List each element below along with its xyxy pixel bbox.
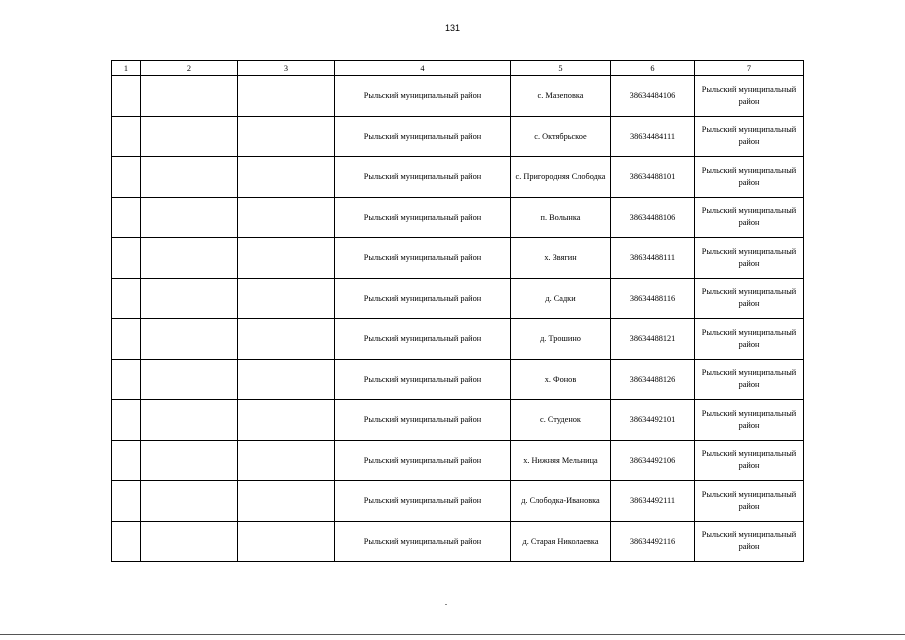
cell-col3	[238, 481, 335, 522]
municipality-cell: Рыльский муниципальный район	[695, 319, 804, 360]
column-header-2: 2	[141, 61, 238, 76]
column-header-5: 5	[511, 61, 611, 76]
cell-col3	[238, 359, 335, 400]
table-row	[112, 319, 804, 360]
header-row	[112, 61, 804, 76]
cell-col2	[141, 521, 238, 562]
district-cell: Рыльский муниципальный район	[335, 521, 511, 562]
cell-col2	[141, 76, 238, 117]
municipality-cell: Рыльский муниципальный район	[695, 481, 804, 522]
cell-col3	[238, 319, 335, 360]
cell-col1	[112, 197, 141, 238]
table-row	[112, 238, 804, 279]
code-cell: 38634492101	[611, 400, 695, 441]
municipality-cell: Рыльский муниципальный район	[695, 400, 804, 441]
cell-col1	[112, 359, 141, 400]
cell-col3	[238, 238, 335, 279]
code-cell: 38634492111	[611, 481, 695, 522]
code-cell: 38634488106	[611, 197, 695, 238]
municipality-cell: Рыльский муниципальный район	[695, 157, 804, 198]
district-cell: Рыльский муниципальный район	[335, 319, 511, 360]
settlement-cell: п. Волынка	[511, 197, 611, 238]
cell-col2	[141, 481, 238, 522]
cell-col3	[238, 197, 335, 238]
cell-col1	[112, 116, 141, 157]
district-cell: Рыльский муниципальный район	[335, 400, 511, 441]
cell-col3	[238, 157, 335, 198]
municipality-cell: Рыльский муниципальный район	[695, 197, 804, 238]
settlement-cell: д. Старая Николаевка	[511, 521, 611, 562]
cell-col3	[238, 440, 335, 481]
table-row	[112, 278, 804, 319]
cell-col2	[141, 116, 238, 157]
district-cell: Рыльский муниципальный район	[335, 76, 511, 117]
district-cell: Рыльский муниципальный район	[335, 278, 511, 319]
table-row	[112, 197, 804, 238]
cell-col3	[238, 76, 335, 117]
district-cell: Рыльский муниципальный район	[335, 440, 511, 481]
column-header-3: 3	[238, 61, 335, 76]
cell-col3	[238, 400, 335, 441]
municipality-cell: Рыльский муниципальный район	[695, 521, 804, 562]
cell-col1	[112, 238, 141, 279]
cell-col1	[112, 278, 141, 319]
district-cell: Рыльский муниципальный район	[335, 157, 511, 198]
settlement-cell: х. Звягин	[511, 238, 611, 279]
municipality-cell: Рыльский муниципальный район	[695, 116, 804, 157]
cell-col1	[112, 521, 141, 562]
code-cell: 38634488101	[611, 157, 695, 198]
settlement-cell: д. Трошино	[511, 319, 611, 360]
cell-col2	[141, 197, 238, 238]
district-cell: Рыльский муниципальный район	[335, 238, 511, 279]
district-cell: Рыльский муниципальный район	[335, 359, 511, 400]
cell-col2	[141, 157, 238, 198]
settlements-table	[111, 60, 804, 562]
cell-col1	[112, 440, 141, 481]
column-header-6: 6	[611, 61, 695, 76]
table-row	[112, 521, 804, 562]
code-cell: 38634492106	[611, 440, 695, 481]
municipality-cell: Рыльский муниципальный район	[695, 76, 804, 117]
municipality-cell: Рыльский муниципальный район	[695, 440, 804, 481]
code-cell: 38634488121	[611, 319, 695, 360]
cell-col2	[141, 400, 238, 441]
settlement-cell: с. Студенок	[511, 400, 611, 441]
table-row	[112, 157, 804, 198]
column-header-1: 1	[112, 61, 141, 76]
table-row	[112, 400, 804, 441]
cell-col1	[112, 319, 141, 360]
settlement-cell: с. Октябрьское	[511, 116, 611, 157]
settlement-cell: с. Пригородняя Слободка	[511, 157, 611, 198]
table-row	[112, 481, 804, 522]
scan-edge-line	[0, 634, 905, 635]
cell-col1	[112, 400, 141, 441]
table-row	[112, 359, 804, 400]
cell-col1	[112, 157, 141, 198]
settlement-cell: д. Садки	[511, 278, 611, 319]
code-cell: 38634488126	[611, 359, 695, 400]
code-cell: 38634492116	[611, 521, 695, 562]
municipality-cell: Рыльский муниципальный район	[695, 278, 804, 319]
cell-col2	[141, 319, 238, 360]
settlement-cell: х. Нижняя Мельница	[511, 440, 611, 481]
cell-col2	[141, 238, 238, 279]
code-cell: 38634488111	[611, 238, 695, 279]
code-cell: 38634488116	[611, 278, 695, 319]
table-body	[112, 76, 804, 562]
district-cell: Рыльский муниципальный район	[335, 116, 511, 157]
district-cell: Рыльский муниципальный район	[335, 481, 511, 522]
settlement-cell: х. Фонов	[511, 359, 611, 400]
settlement-cell: д. Слободка-Ивановка	[511, 481, 611, 522]
table-row	[112, 440, 804, 481]
table-header	[112, 61, 804, 76]
municipality-cell: Рыльский муниципальный район	[695, 238, 804, 279]
cell-col2	[141, 278, 238, 319]
column-header-4: 4	[335, 61, 511, 76]
table-row	[112, 76, 804, 117]
settlement-cell: с. Мазеповка	[511, 76, 611, 117]
municipality-cell: Рыльский муниципальный район	[695, 359, 804, 400]
cell-col3	[238, 278, 335, 319]
cell-col3	[238, 521, 335, 562]
cell-col1	[112, 481, 141, 522]
cell-col1	[112, 76, 141, 117]
scan-speck	[445, 604, 447, 605]
cell-col2	[141, 440, 238, 481]
page-number: 131	[444, 23, 461, 33]
code-cell: 38634484106	[611, 76, 695, 117]
cell-col3	[238, 116, 335, 157]
cell-col2	[141, 359, 238, 400]
code-cell: 38634484111	[611, 116, 695, 157]
table-row	[112, 116, 804, 157]
district-cell: Рыльский муниципальный район	[335, 197, 511, 238]
column-header-7: 7	[695, 61, 804, 76]
